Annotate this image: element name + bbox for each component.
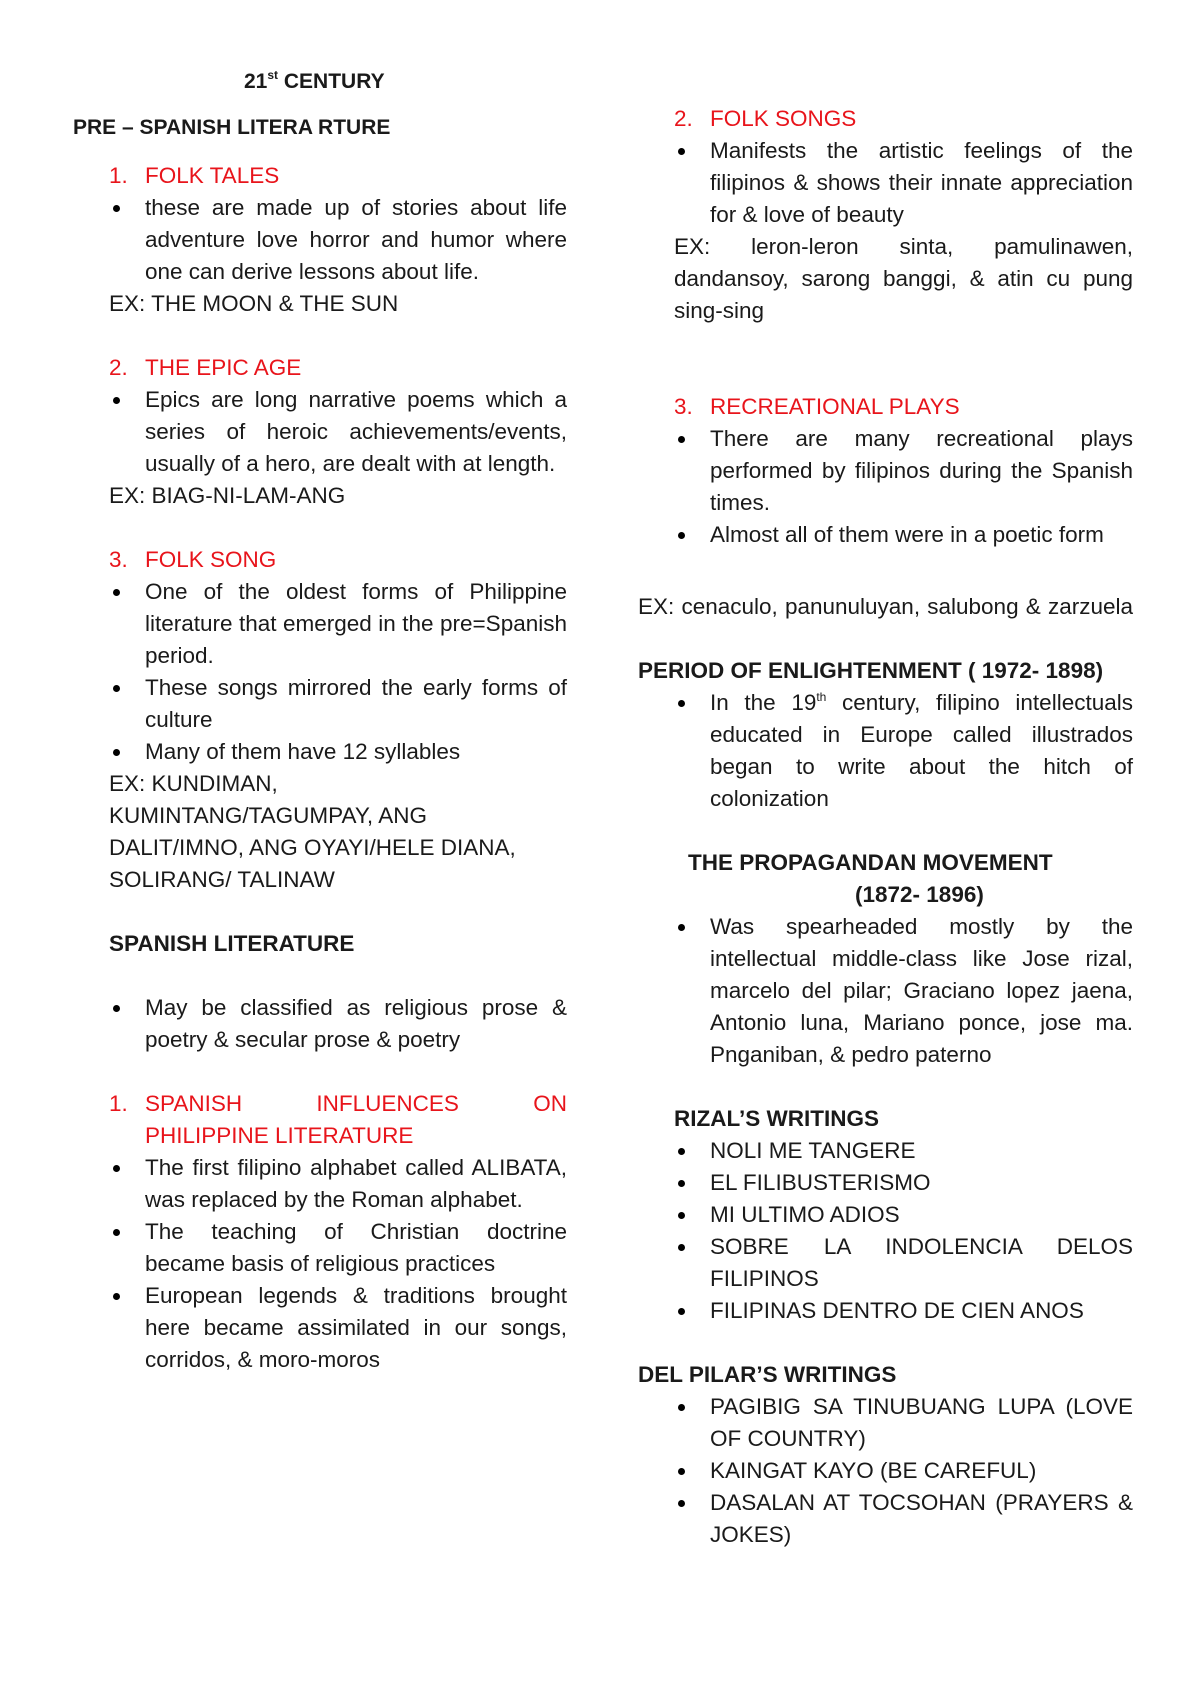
list-item: SOBRE LA INDOLENCIA DELOS FILIPINOS bbox=[674, 1231, 1133, 1295]
list-folk-songs bbox=[674, 135, 1133, 231]
list-item: these are made up of stories about life adventure love horror and humor where one can derive lessons about life. bbox=[109, 192, 567, 288]
heading-folk-tales: 1. FOLK TALES bbox=[109, 163, 280, 188]
example-line: SOLIRANG/ TALINAW bbox=[109, 867, 335, 892]
list-propaganda bbox=[638, 911, 1133, 1071]
heading-propaganda-movement: THE PROPAGANDAN MOVEMENT bbox=[688, 850, 1053, 875]
list-item: European legends & traditions brought here became assimilated in our songs, corridos, & moro-moros bbox=[109, 1280, 567, 1376]
list-enlightenment bbox=[638, 687, 1133, 815]
list-rizal-writings bbox=[638, 1135, 1133, 1327]
list-del-pilar-writings bbox=[638, 1391, 1133, 1551]
section-title-pre-spanish: PRE – SPANISH LITERA RTURE bbox=[73, 116, 391, 139]
list-item: MI ULTIMO ADIOS bbox=[674, 1199, 1133, 1231]
list-folk-tales bbox=[109, 192, 567, 288]
list-item: These songs mirrored the early forms of culture bbox=[109, 672, 567, 736]
list-item: Manifests the artistic feelings of the filipinos & shows their innate appreciation for & love of beauty bbox=[674, 135, 1133, 231]
example-line: EX: KUNDIMAN, bbox=[109, 771, 278, 796]
heading-spanish-influences: 1. SPANISH INFLUENCES ON bbox=[109, 1091, 567, 1116]
list-item: EL FILIBUSTERISMO bbox=[674, 1167, 1133, 1199]
list-item: Almost all of them were in a poetic form bbox=[674, 519, 1133, 551]
heading-period-of-enlightenment: PERIOD OF ENLIGHTENMENT ( 1972- 1898) bbox=[638, 658, 1104, 683]
list-folk-song bbox=[109, 576, 567, 768]
list-item: KAINGAT KAYO (BE CAREFUL) bbox=[674, 1455, 1133, 1487]
heading-recreational-plays: 3. RECREATIONAL PLAYS bbox=[674, 394, 960, 419]
heading-spanish-literature: SPANISH LITERATURE bbox=[109, 931, 355, 956]
heading-rizal-writings: RIZAL’S WRITINGS bbox=[674, 1106, 879, 1131]
example-epic-age: EX: BIAG-NI-LAM-ANG bbox=[109, 483, 346, 508]
list-item: Was spearheaded mostly by the intellectual middle-class like Jose rizal, marcelo del pilar; Graciano lopez jaena, Antonio luna, Mariano ponce, jose ma. Pnganiban, & pedro paterno bbox=[674, 911, 1133, 1071]
heading-folk-songs: 2. FOLK SONGS bbox=[674, 106, 857, 131]
list-item: The teaching of Christian doctrine became basis of religious practices bbox=[109, 1216, 567, 1280]
list-item: FILIPINAS DENTRO DE CIEN ANOS bbox=[674, 1295, 1133, 1327]
heading-spanish-influences-line2: PHILIPPINE LITERATURE bbox=[145, 1123, 414, 1148]
list-epic-age bbox=[109, 384, 567, 480]
right-column-top bbox=[674, 103, 1133, 551]
left-column bbox=[109, 160, 567, 1376]
heading-del-pilar-writings: DEL PILAR’S WRITINGS bbox=[638, 1362, 897, 1387]
list-item: NOLI ME TANGERE bbox=[674, 1135, 1133, 1167]
heading-folk-song: 3. FOLK SONG bbox=[109, 547, 277, 572]
list-item: The first filipino alphabet called ALIBATA, was replaced by the Roman alphabet. bbox=[109, 1152, 567, 1216]
list-item: Epics are long narrative poems which a series of heroic achievements/events, usually of a hero, are dealt with at length. bbox=[109, 384, 567, 480]
heading-propaganda-years: (1872- 1896) bbox=[855, 882, 984, 907]
list-item: In the 19th century, filipino intellectuals educated in Europe called illustrados began to write about the hitch of colonization bbox=[674, 687, 1133, 815]
list-spanish-literature bbox=[109, 992, 567, 1056]
example-folk-songs: EX: leron-leron sinta, pamulinawen, dandansoy, sarong banggi, & atin cu pung sing-sing bbox=[674, 234, 1133, 323]
right-column-bottom bbox=[638, 591, 1133, 1551]
list-item: Many of them have 12 syllables bbox=[109, 736, 567, 768]
example-recreational-plays: EX: cenaculo, panunuluyan, salubong & zarzuela bbox=[638, 594, 1133, 619]
example-line: KUMINTANG/TAGUMPAY, ANG bbox=[109, 803, 427, 828]
page-title: 21st CENTURY bbox=[244, 68, 385, 93]
list-recreational-plays bbox=[674, 423, 1133, 551]
example-folk-tales: EX: THE MOON & THE SUN bbox=[109, 291, 399, 316]
list-item: PAGIBIG SA TINUBUANG LUPA (LOVE OF COUNTRY) bbox=[674, 1391, 1133, 1455]
example-line: DALIT/IMNO, ANG OYAYI/HELE DIANA, bbox=[109, 835, 516, 860]
list-item: There are many recreational plays performed by filipinos during the Spanish times. bbox=[674, 423, 1133, 519]
example-folk-song bbox=[109, 768, 567, 896]
list-spanish-influences bbox=[109, 1152, 567, 1376]
list-item: May be classified as religious prose & poetry & secular prose & poetry bbox=[109, 992, 567, 1056]
list-item: DASALAN AT TOCSOHAN (PRAYERS & JOKES) bbox=[674, 1487, 1133, 1551]
heading-epic-age: 2. THE EPIC AGE bbox=[109, 355, 302, 380]
list-item: One of the oldest forms of Philippine literature that emerged in the pre=Spanish period. bbox=[109, 576, 567, 672]
